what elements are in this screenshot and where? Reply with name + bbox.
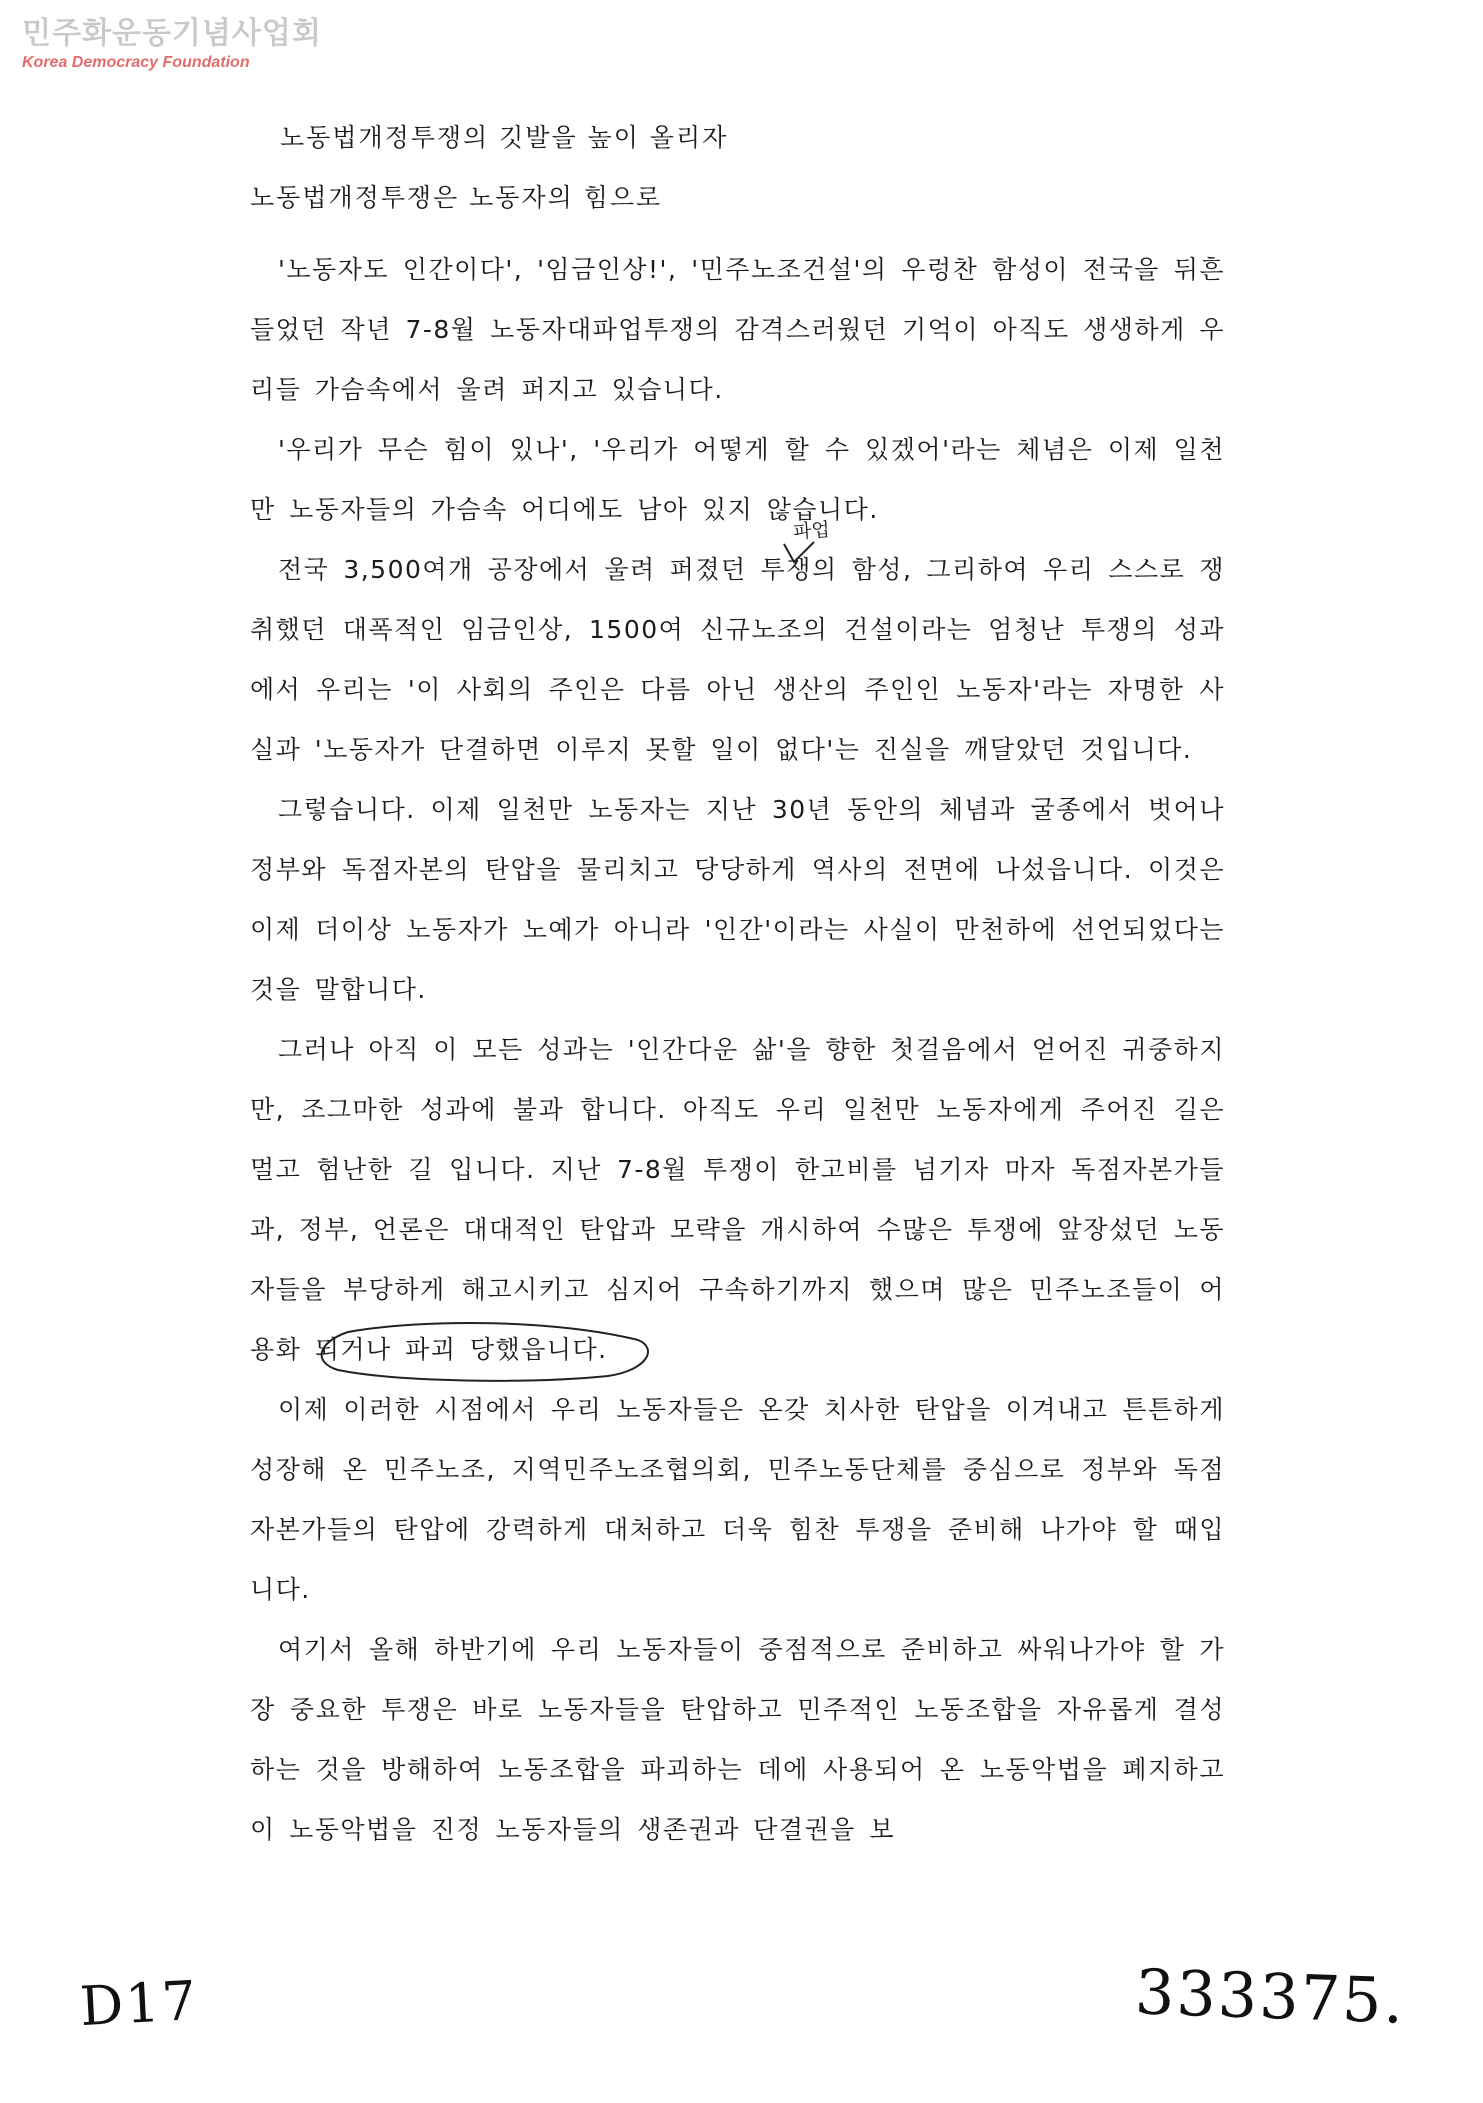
document-body: [250, 118, 1225, 1860]
paragraph-4: 그렇습니다. 이제 일천만 노동자는 지난 30년 동안의 체념과 굴종에서 벗어나 정부와 독점자본의 탄압을 물리치고 당당하게 역사의 전면에 나섰읍니다. 이것은 이제 더이상 노동자가 노예가 아니라 '인간'이라는 사실이 만천하에 선언되었다는 것을 말합니다.: [250, 795, 1225, 1004]
watermark-logo: [22, 16, 322, 72]
paragraph-2: '우리가 무슨 힘이 있나', '우리가 어떻게 할 수 있겠어'라는 체념은 이제 일천만 노동자들의 가슴속 어디에도 남아 있지 않습니다.: [250, 435, 1225, 524]
handwritten-annotation: 파업: [792, 518, 831, 544]
watermark-korean: 민주화운동기념사업회: [22, 16, 322, 51]
document-subtitle: 노동법개정투쟁은 노동자의 힘으로: [250, 183, 663, 212]
paragraph-6: 이제 이러한 시점에서 우리 노동자들은 온갖 치사한 탄압을 이겨내고 튼튼하게 성장해 온 민주노조, 지역민주노조협의회, 민주노동단체를 중심으로 정부와 독점자본가들의 탄압에 강력하게 대처하고 더욱 힘찬 투쟁을 준비해 나가야 할 때입니다.: [250, 1395, 1225, 1604]
paragraph-5: 그러나 아직 이 모든 성과는 '인간다운 삶'을 향한 첫걸음에서 얻어진 귀중하지만, 조그마한 성과에 불과 합니다. 아직도 우리 일천만 노동자에게 주어진 길은 멀고 험난한 길 입니다. 지난 7-8월 투쟁이 한고비를 넘기자 마자 독점자본가들과, 정부, 언론은 대대적인 탄압과 모략을 개시하여 수많은 투쟁에 앞장섰던 노동자들을 부당하게 해고시키고 심지어 구속하기까지 했으며 많은 민주노조들이 어용화 되거나 파괴 당했읍니다.: [250, 1035, 1225, 1364]
watermark-english: Korea Democracy Foundation: [22, 54, 250, 71]
paragraph-3: 전국 3,500여개 공장에서 울려 퍼졌던 투쟁의 함성, 그리하여 우리 스스로 쟁취했던 대폭적인 임금인상, 1500여 신규노조의 건설이라는 엄청난 투쟁의 성과에서 우리는 '이 사회의 주인은 다름 아닌 생산의 주인인 노동자'라는 자명한 사실과 '노동자가 단결하면 이루지 못할 일이 없다'는 진실을 깨달았던 것입니다.: [250, 555, 1225, 764]
paragraph-1: '노동자도 인간이다', '임금인상!', '민주노조건설'의 우렁찬 함성이 전국을 뒤흔들었던 작년 7-8월 노동자대파업투쟁의 감격스러웠던 기억이 아직도 생생하게 우리들 가슴속에서 울려 퍼지고 있습니다.: [250, 255, 1225, 404]
handwritten-document-number: 333375.: [1133, 1955, 1407, 2038]
document-title: 노동법개정투쟁의 깃발을 높이 올리자: [280, 123, 729, 152]
handwritten-page-id: D17: [78, 1968, 200, 2039]
paragraph-7: 여기서 올해 하반기에 우리 노동자들이 중점적으로 준비하고 싸워나가야 할 가장 중요한 투쟁은 바로 노동자들을 탄압하고 민주적인 노동조합을 자유롭게 결성하는 것을 방해하여 노동조합을 파괴하는 데에 사용되어 온 노동악법을 폐지하고 이 노동악법을 진정 노동자들의 생존권과 단결권을 보: [250, 1635, 1225, 1844]
